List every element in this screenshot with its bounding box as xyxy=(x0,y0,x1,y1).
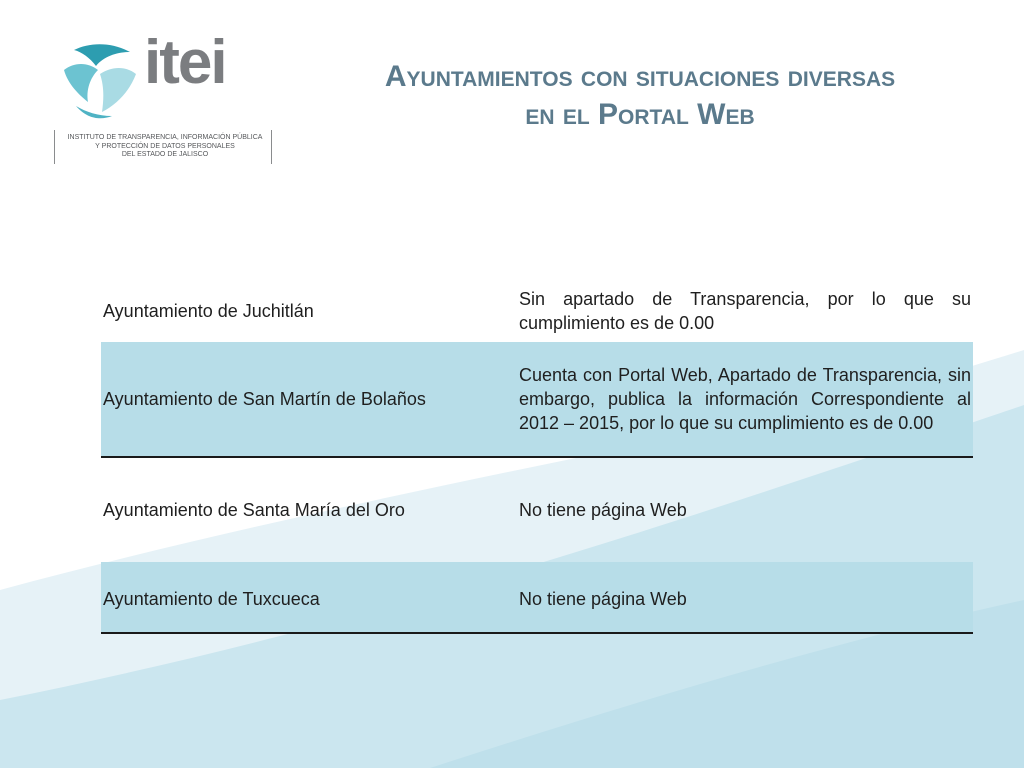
slide-title-line-2: en el Portal Web xyxy=(525,98,755,131)
table-row xyxy=(101,458,973,562)
portal-status: No tiene página Web xyxy=(519,500,687,520)
portal-status: Sin apartado de Transparencia, por lo que su cumplimiento es de 0.00 xyxy=(519,289,971,333)
institute-caption-line: DEL ESTADO DE JALISCO xyxy=(121,151,209,158)
itei-wordmark: itei xyxy=(144,28,226,97)
table-row xyxy=(101,280,973,342)
municipality-name: Ayuntamiento de Tuxcueca xyxy=(103,588,320,609)
slide-title-line-1: Ayuntamientos con situaciones diversas xyxy=(384,60,896,93)
itei-logo xyxy=(54,28,276,166)
institute-caption-line: Y PROTECCIÓN DE DATOS PERSONALES xyxy=(95,142,235,150)
portal-status: No tiene página Web xyxy=(519,589,687,609)
institute-caption-line: INSTITUTO DE TRANSPARENCIA, INFORMACIÓN PÚBLICA xyxy=(67,134,263,141)
table-row xyxy=(101,562,973,634)
municipality-name: Ayuntamiento de Juchitlán xyxy=(103,300,314,321)
institute-caption xyxy=(54,130,272,164)
municipalities-table xyxy=(101,280,973,634)
slide-title xyxy=(300,58,980,134)
municipality-name: Ayuntamiento de Santa María del Oro xyxy=(103,499,405,520)
table-row xyxy=(101,342,973,458)
municipality-name: Ayuntamiento de San Martín de Bolaños xyxy=(103,388,426,409)
portal-status: Cuenta con Portal Web, Apartado de Transparencia, sin embargo, publica la información Correspondiente al 2012 – 2015, por lo que su cumplimiento es de 0.00 xyxy=(519,365,971,433)
itei-emblem-icon xyxy=(60,40,140,122)
